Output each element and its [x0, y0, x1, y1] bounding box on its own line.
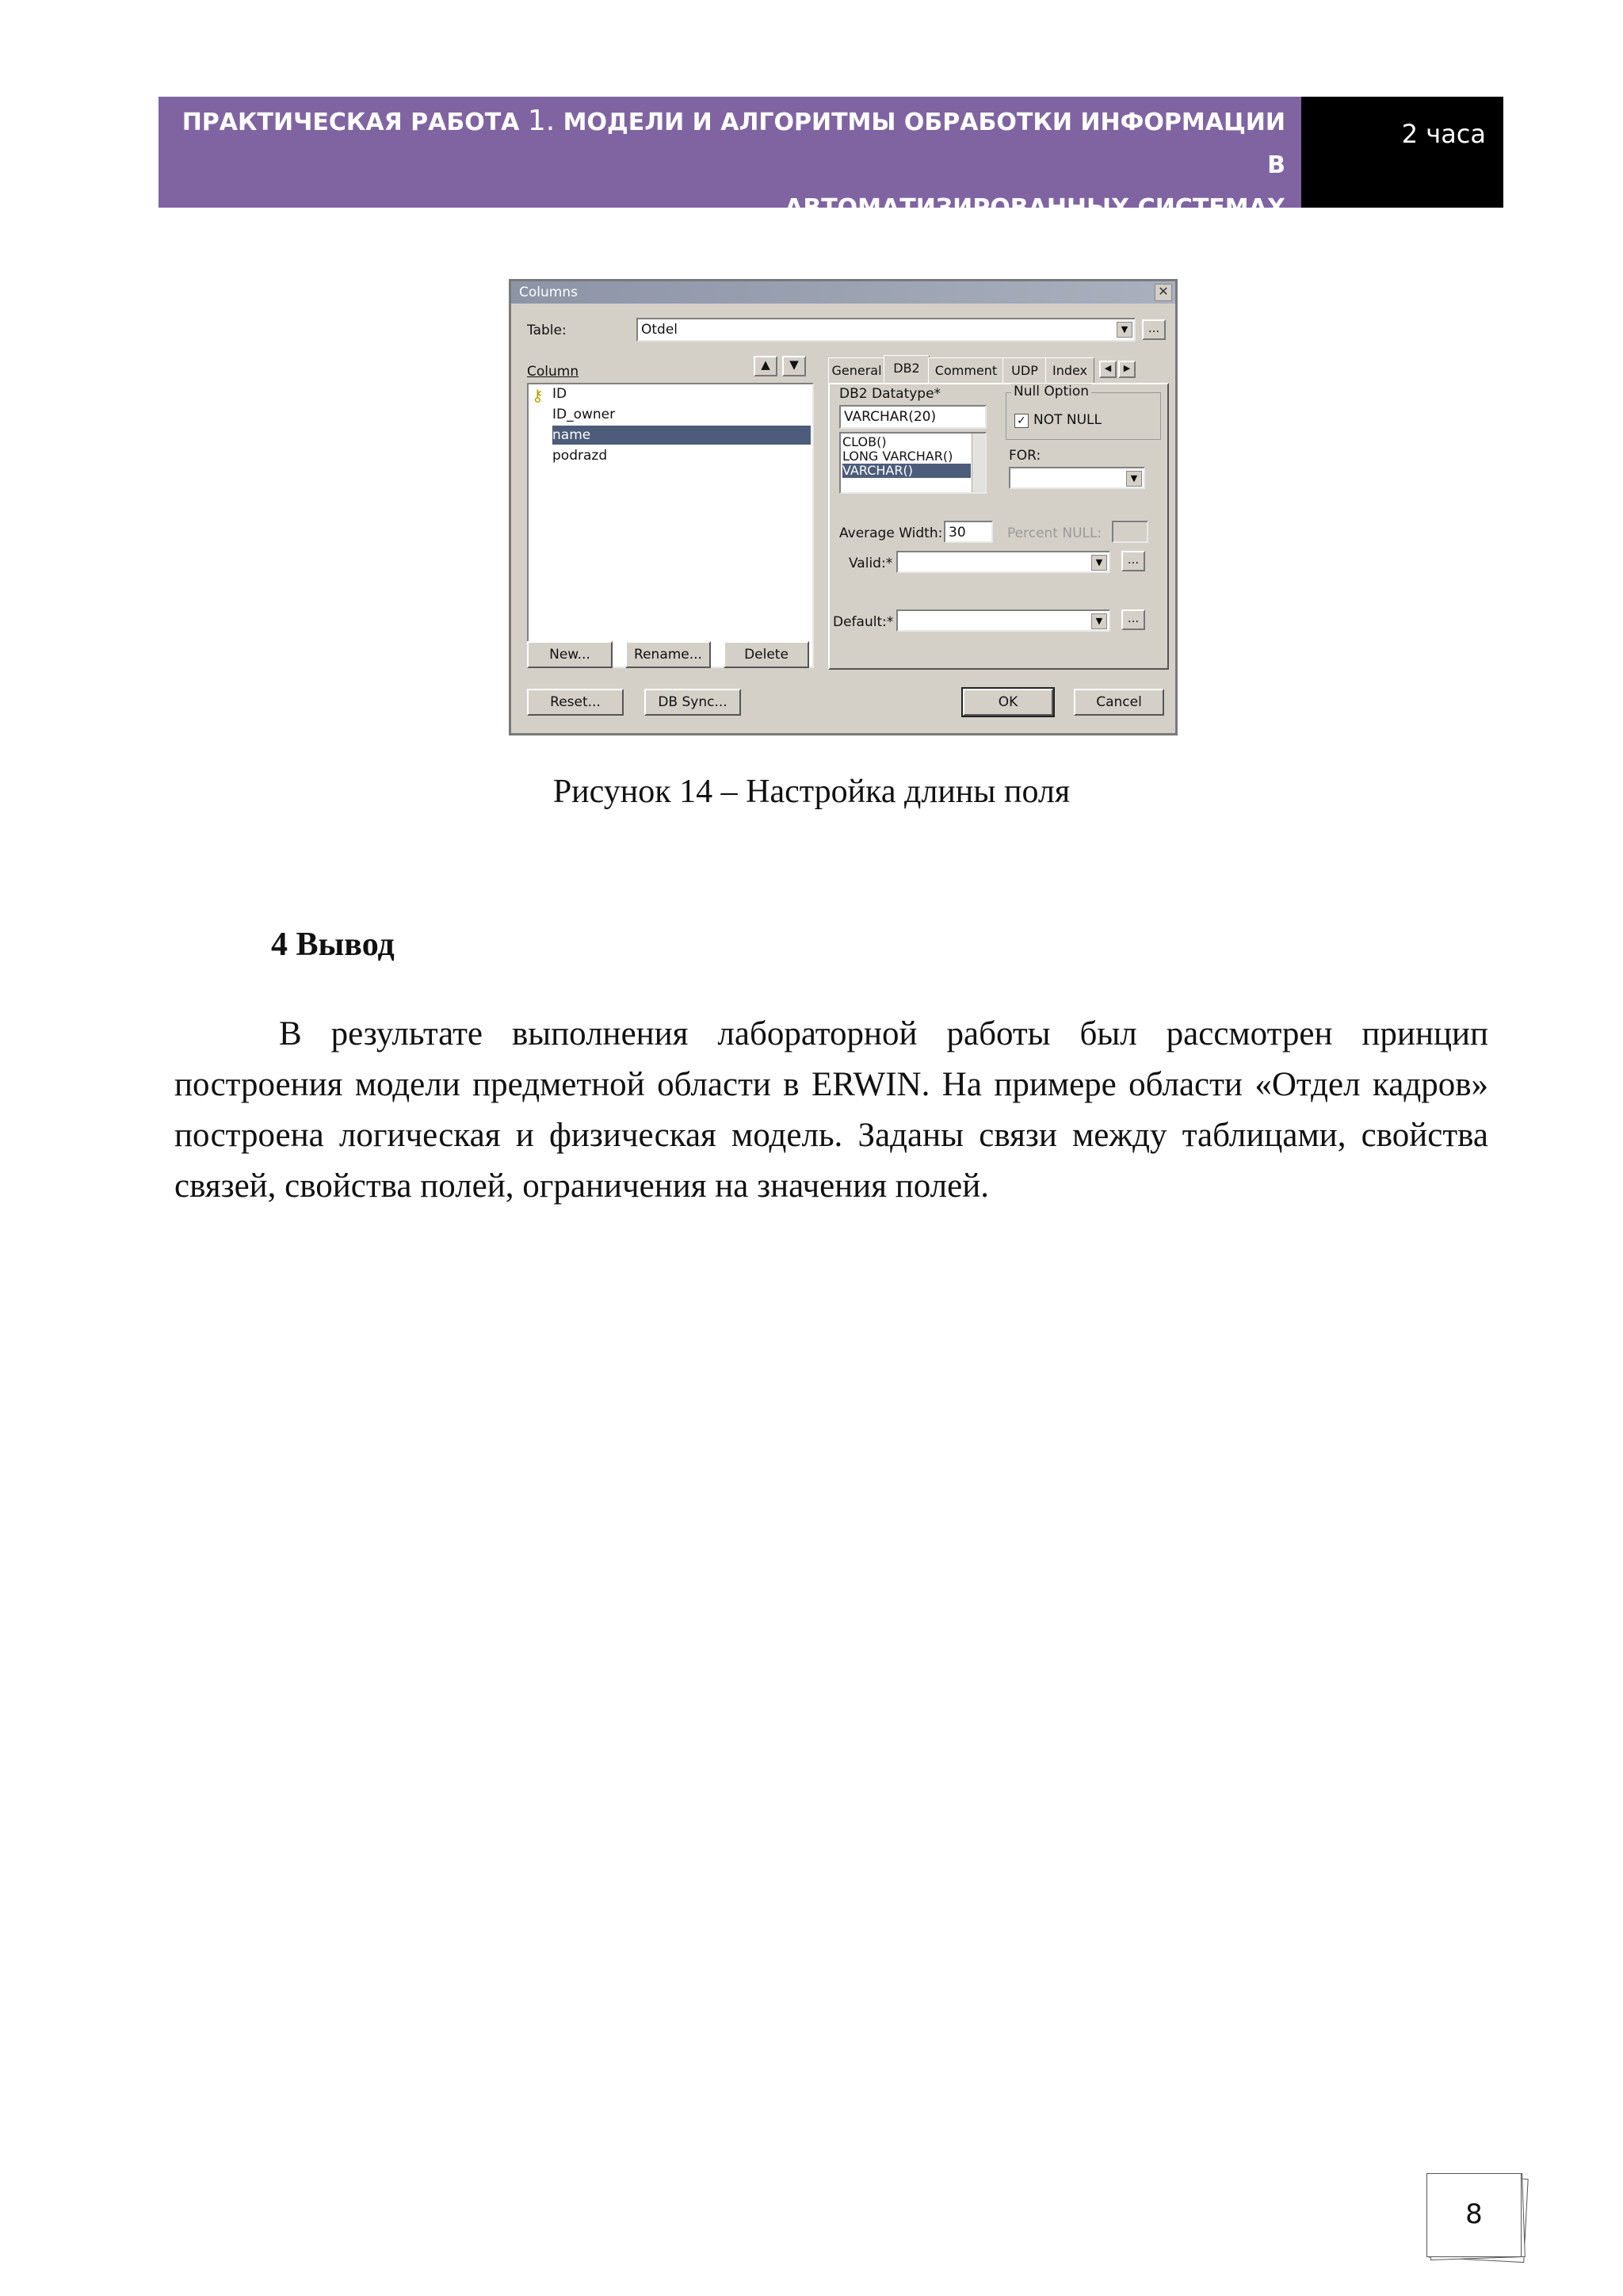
list-item[interactable]: VARCHAR() [842, 464, 971, 478]
null-option-group [1006, 384, 1161, 440]
not-null-label: NOT NULL [1033, 412, 1102, 428]
table-select-value: Otdel [641, 322, 678, 338]
percent-null-input[interactable] [1112, 521, 1148, 543]
header-title-line-2: АВТОМАТИЗИРОВАННЫХ СИСТЕМАХ [785, 194, 1285, 222]
page-number-box [1426, 2173, 1525, 2260]
hours-badge: 2 часа [1301, 97, 1503, 208]
valid-browse-button[interactable]: ... [1121, 551, 1145, 571]
ok-button[interactable]: OK [963, 689, 1053, 716]
list-item[interactable]: ID_owner [552, 407, 616, 422]
figure-caption: Рисунок 14 – Настройка длины поля [552, 774, 1071, 810]
chevron-down-icon[interactable]: ▼ [1126, 471, 1142, 487]
conclusion-paragraph [174, 1009, 1488, 1212]
chevron-down-icon[interactable]: ▼ [1091, 613, 1107, 629]
default-select[interactable] [896, 609, 1110, 632]
datatype-input-value: VARCHAR(20) [844, 409, 937, 425]
datatype-input[interactable] [839, 405, 987, 429]
header-title [176, 97, 1285, 230]
close-icon[interactable]: ✕ [1155, 284, 1172, 301]
rename-button[interactable]: Rename... [625, 641, 711, 668]
scrollbar[interactable] [972, 434, 985, 492]
list-item[interactable]: name [552, 426, 811, 445]
cancel-button[interactable]: Cancel [1074, 689, 1164, 716]
new-button[interactable]: New... [527, 641, 613, 668]
default-label: Default:* [833, 614, 894, 630]
chevron-down-icon[interactable]: ▼ [1091, 555, 1107, 571]
page-number: 8 [1465, 2199, 1483, 2230]
tab-scroll-left-icon[interactable]: ◀ [1099, 361, 1117, 378]
null-option-label: Null Option [1011, 384, 1091, 399]
arrow-down-icon: ▼ [789, 357, 799, 372]
move-up-button[interactable] [754, 356, 777, 376]
tab-general[interactable]: General [828, 357, 885, 384]
db-sync-button[interactable]: DB Sync... [644, 689, 741, 716]
tab-comment[interactable]: Comment [928, 357, 1004, 384]
reset-button[interactable]: Reset... [527, 689, 624, 716]
chevron-down-icon[interactable]: ▼ [1117, 322, 1132, 338]
avg-width-value: 30 [949, 525, 966, 541]
columns-dialog [509, 279, 1178, 735]
tab-udp[interactable]: UDP [1002, 357, 1047, 384]
header-band [158, 97, 1301, 222]
list-item[interactable]: podrazd [552, 448, 608, 464]
avg-width-input[interactable] [944, 521, 993, 543]
list-item[interactable]: ID [552, 386, 567, 402]
move-down-button[interactable] [782, 356, 806, 376]
avg-width-label: Average Width: [839, 525, 943, 541]
percent-null-label: Percent NULL: [1007, 525, 1102, 541]
for-label: FOR: [1009, 448, 1041, 464]
arrow-up-icon: ▲ [761, 357, 770, 372]
delete-button[interactable]: Delete [724, 641, 809, 668]
column-label: Column [527, 364, 579, 380]
section-title: 4 Вывод [271, 926, 395, 963]
db2-tab-panel [828, 383, 1169, 670]
dialog-title: Columns [519, 285, 578, 300]
for-select[interactable] [1009, 467, 1145, 489]
header-title-line-1: ПРАКТИЧЕСКАЯ РАБОТА 1. МОДЕЛИ И АЛГОРИТМЫ ОБРАБОТКИ ИНФОРМАЦИИ В [181, 105, 1285, 179]
list-item[interactable]: LONG VARCHAR() [842, 449, 953, 464]
dialog-titlebar [511, 281, 1175, 304]
default-browse-button[interactable]: ... [1121, 609, 1145, 630]
tab-index[interactable]: Index [1045, 357, 1094, 384]
list-item[interactable]: CLOB() [842, 434, 887, 449]
conclusion-text: В результате выполнения лабораторной работы был рассмотрен принцип построения модели предметной области в ERWIN. На примере области «Отдел кадров» построена логическая и физическая модель. Заданы связи между таблицами, свойства связей, свойства полей, ограничения на значения полей. [174, 1015, 1488, 1205]
not-null-checkbox[interactable]: ✓ [1014, 414, 1029, 428]
key-icon: ⚷ [532, 386, 544, 405]
table-label: Table: [527, 323, 567, 338]
tab-scroll-right-icon[interactable]: ▶ [1118, 361, 1136, 378]
datatype-label: DB2 Datatype* [839, 386, 941, 402]
valid-label: Valid:* [849, 556, 893, 571]
table-browse-button[interactable]: ... [1142, 319, 1166, 340]
tab-db2[interactable]: DB2 [884, 355, 930, 384]
table-select[interactable] [636, 318, 1136, 342]
column-list[interactable] [527, 383, 814, 668]
datatype-list[interactable] [839, 432, 987, 494]
valid-select[interactable] [896, 551, 1110, 573]
